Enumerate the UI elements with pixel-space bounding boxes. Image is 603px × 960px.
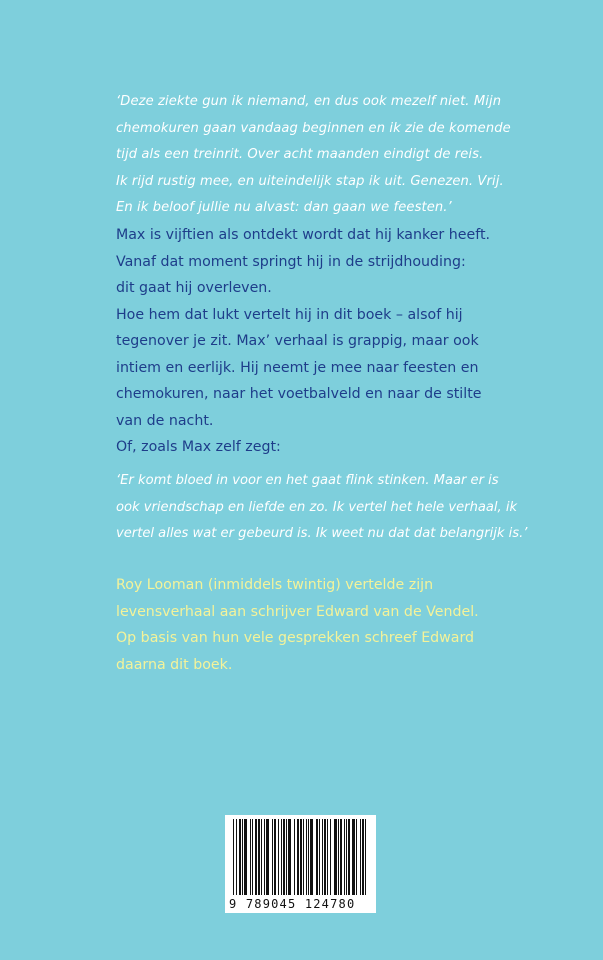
barcode-bar [281,819,282,895]
barcode-bar [272,819,273,895]
quote-line: chemokuren gaan vandaag beginnen en ik zie de komende [116,120,511,136]
quote-line: ‘Deze ziekte gun ik niemand, en dus ook mezelf niet. Mijn [116,94,502,109]
barcode-bar [362,819,364,895]
barcode-bar [252,819,253,895]
barcode-bar [233,819,234,895]
author-line: Roy Looman (inmiddels twintig) vertelde zijn [116,577,434,593]
closing-quote [116,468,586,548]
barcode-bar [360,819,361,895]
blurb-line: Vanaf dat moment springt hij in de strijdhouding: [116,253,466,270]
barcode-bar [327,819,328,895]
barcode-bar [338,819,339,895]
barcode-bar [294,819,295,895]
barcode-bar [340,819,342,895]
barcode-bar [266,819,269,895]
barcode-bar [306,819,307,895]
quote-line: tijd als een treinrit. Over acht maanden eindigt de reis. [116,147,484,162]
author-line: levensverhaal aan schrijver Edward van de Vendel. [116,603,479,620]
author-note [116,572,586,678]
barcode-bar [242,819,243,895]
quote-line: En ik beloof jullie nu alvast: dan gaan we feesten.’ [116,200,452,215]
barcode-bar [286,819,287,895]
barcode-bar [303,819,304,895]
barcode-bar [239,819,241,895]
barcode-bar [258,819,260,895]
barcode-bar [308,819,309,895]
author-line: daarna dit boek. [116,656,233,673]
barcode-bar [352,819,355,895]
blurb-line: van de nacht. [116,412,214,429]
quote-line: Ik rijd rustig mee, en uiteindelijk stap ik uit. Genezen. Vrij. [116,173,504,189]
barcode-bar [297,819,299,895]
author-line: Op basis van hun vele gesprekken schreef Edward [116,630,475,646]
opening-quote [116,89,586,222]
blurb [116,222,586,461]
barcode-bar [283,819,285,895]
quote-line: ook vriendschap en liefde en zo. Ik vertel het hele verhaal, ik [116,499,518,515]
quote-line: ‘Er komt bloed in voor en het gaat flink stinken. Maar er is [116,473,499,488]
barcode-bar [288,819,291,895]
barcode-bar [264,819,265,895]
barcode-bar [346,819,347,895]
blurb-line: dit gaat hij overleven. [116,280,272,296]
barcode-bars [225,815,376,897]
barcode-bar [330,819,331,895]
blurb-line: intiem en eerlijk. Hij neemt je mee naar feesten en [116,359,479,376]
barcode-bar [365,819,366,895]
quote-line: vertel alles wat er gebeurd is. Ik weet nu dat dat belangrijk is.’ [116,526,528,541]
barcode-bar [322,819,323,895]
isbn-number: 9 789045 124780 [225,895,376,913]
barcode-bar [319,819,320,895]
blurb-line: Hoe hem dat lukt vertelt hij in dit boek – alsof hij [116,306,463,323]
barcode-bar [250,819,251,895]
blurb-line: tegenover je zit. Max’ verhaal is grappig, maar ook [116,333,479,349]
barcode-bar [244,819,247,895]
blurb-line: chemokuren, naar het voetbalveld en naar de stilte [116,386,482,402]
barcode-bar [356,819,357,895]
barcode [225,815,376,913]
barcode-bar [324,819,326,895]
barcode-bar [334,819,337,895]
barcode-bar [348,819,350,895]
barcode-bar [316,819,318,895]
barcode-bar [261,819,262,895]
barcode-bar [255,819,257,895]
barcode-bar [300,819,302,895]
barcode-bar [278,819,279,895]
barcode-bar [344,819,345,895]
blurb-line: Of, zoals Max zelf zegt: [116,439,281,455]
barcode-bar [274,819,276,895]
blurb-line: Max is vijftien als ontdekt wordt dat hij kanker heeft. [116,227,491,243]
barcode-bar [310,819,313,895]
barcode-bar [236,819,237,895]
